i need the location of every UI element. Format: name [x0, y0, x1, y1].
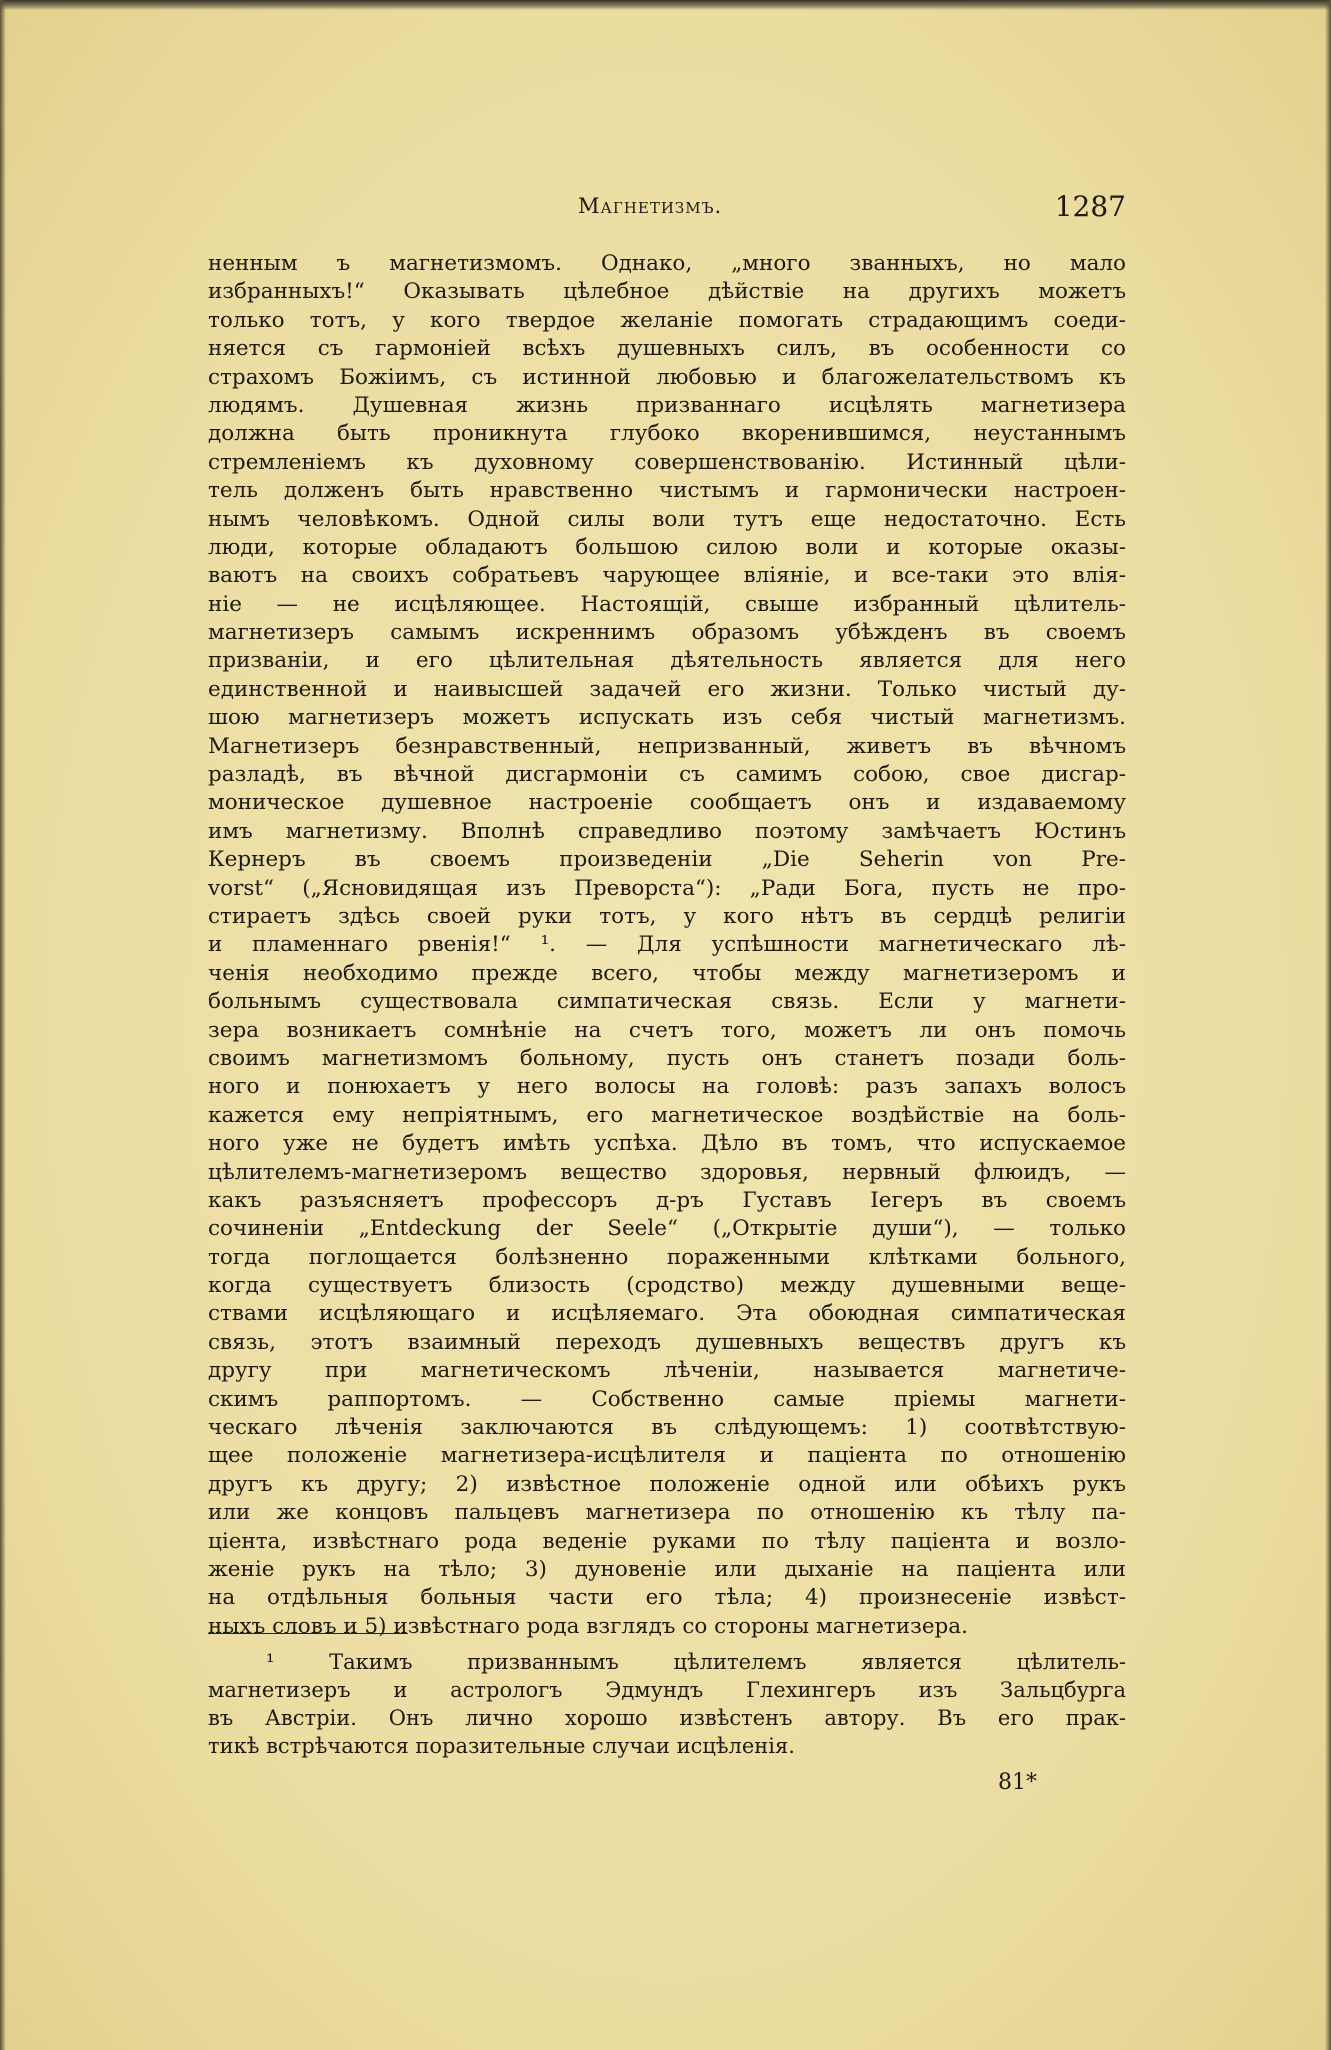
text-line: больнымъ существовала симпатическая связь. Если у магнети- [208, 989, 1126, 1015]
footnote-line: тикѣ встрѣчаются поразительные случаи исцѣленія. [208, 1734, 795, 1758]
running-head-title: Магнетизмъ. [578, 194, 723, 218]
footnote-line: ¹ Такимъ призваннымъ цѣлителемъ является цѣлитель- [266, 1650, 1126, 1674]
running-head [208, 190, 1126, 230]
text-line: ствами исцѣляющаго и исцѣляемаго. Эта обоюдная симпатическая [208, 1301, 1126, 1327]
text-line: женіе рукъ на тѣло; 3) дуновеніе или дыханіе на паціента или [208, 1556, 1126, 1582]
text-line: ного уже не будетъ имѣть успѣха. Дѣло въ томъ, что испускаемое [208, 1131, 1126, 1157]
text-line: моническое душевное настроеніе сообщаетъ онъ и издаваемому [208, 790, 1126, 816]
text-line: кажется ему непріятнымъ, его магнетическое воздѣйствіе на боль- [208, 1102, 1126, 1128]
text-line: нымъ человѣкомъ. Одной силы воли тутъ еще недостаточно. Есть [208, 506, 1126, 532]
text-line: шою магнетизеръ можетъ испускать изъ себя чистый магнетизмъ. [208, 705, 1126, 731]
text-line: ныхъ словъ и 5) извѣстнаго рода взглядъ со стороны магнетизера. [208, 1613, 968, 1639]
text-line: няется съ гармоніей всѣхъ душевныхъ силъ, въ особенности со [208, 336, 1126, 362]
text-line: другъ къ другу; 2) извѣстное положеніе одной или обѣихъ рукъ [208, 1471, 1126, 1497]
text-line: зера возникаетъ сомнѣніе на счетъ того, можетъ ли онъ помочь [208, 1017, 1126, 1043]
scan-edge-top [0, 0, 1331, 10]
scan-edge-left [0, 0, 6, 2050]
footnote-rule [208, 1633, 408, 1634]
text-line: призваніи, и его цѣлительная дѣятельность является для него [208, 648, 1126, 674]
text-line: имъ магнетизму. Вполнѣ справедливо поэтому замѣчаетъ Юстинъ [208, 818, 1126, 844]
text-line: люди, которые обладаютъ большою силою воли и которые оказы- [208, 534, 1126, 560]
text-line: щее положеніе магнетизера-исцѣлителя и паціента по отношенію [208, 1443, 1126, 1469]
text-line: ченія необходимо прежде всего, чтобы между магнетизеромъ и [208, 960, 1126, 986]
text-line: тогда поглощается болѣзненно пораженными клѣтками больного, [208, 1244, 1126, 1270]
text-line: своимъ магнетизмомъ больному, пусть онъ станетъ позади боль- [208, 1045, 1126, 1071]
text-line: ненным ъ магнетизмомъ. Однако, „много званныхъ, но мало [208, 251, 1126, 276]
text-line: ваютъ на своихъ собратьевъ чарующее вліяніе, и все-таки это влія- [208, 563, 1126, 589]
text-line: ніе — не исцѣляющее. Настоящій, свыше избранный цѣлитель- [208, 591, 1126, 617]
text-line: разладѣ, въ вѣчной дисгармоніи съ самимъ собою, свое дисгар- [208, 762, 1126, 788]
text-line: vorst“ („Ясновидящая изъ Преворста“): „Ради Бога, пусть не про- [208, 875, 1126, 901]
text-line: магнетизеръ самымъ искреннимъ образомъ убѣжденъ въ своемъ [208, 620, 1126, 646]
text-line: на отдѣльныя больныя части его тѣла; 4) произнесеніе извѣст- [208, 1585, 1126, 1611]
text-line: стираетъ здѣсь своей руки тотъ, у кого нѣтъ въ сердцѣ религіи [208, 903, 1126, 929]
text-line: связь, этотъ взаимный переходъ душевныхъ веществъ другъ къ [208, 1329, 1126, 1355]
text-line: когда существуетъ близость (сродство) между душевными веще- [208, 1273, 1126, 1299]
text-line: сочиненіи „Entdeckung der Seele“ („Открытіе души“), — только [208, 1216, 1126, 1242]
text-line: избранныхъ!“ Оказывать цѣлебное дѣйствіе на другихъ можетъ [208, 279, 1126, 305]
text-line: какъ разъясняетъ профессоръ д-ръ Густавъ Іегеръ въ своемъ [208, 1187, 1126, 1213]
text-line: ціента, извѣстнаго рода веденіе руками по тѣлу паціента и возло- [208, 1528, 1126, 1554]
text-line: стремленіемъ къ духовному совершенствованію. Истинный цѣли- [208, 449, 1126, 475]
signature-mark: 81* [998, 1770, 1037, 1795]
footnotes [208, 1648, 1126, 1760]
text-line: и пламеннаго рвенія!“ ¹. — Для успѣшности магнетическаго лѣ- [208, 932, 1126, 958]
footnote-line: въ Австріи. Онъ лично хорошо извѣстенъ автору. Въ его прак- [208, 1706, 1126, 1730]
text-line: людямъ. Душевная жизнь призваннаго исцѣлять магнетизера [208, 392, 1126, 418]
page-number: 1287 [1054, 190, 1126, 223]
text-line: другу при магнетическомъ лѣченіи, называется магнетиче- [208, 1358, 1126, 1384]
text-line: тель долженъ быть нравственно чистымъ и гармонически настроен- [208, 478, 1126, 504]
text-line: ческаго лѣченія заключаются въ слѣдующемъ: 1) соотвѣтствую- [208, 1415, 1126, 1441]
text-line: должна быть проникнута глубоко вкоренившимся, неустаннымъ [208, 421, 1126, 447]
footnote-line: магнетизеръ и астрологъ Эдмундъ Глехингеръ изъ Зальцбурга [208, 1678, 1126, 1702]
text-line: цѣлителемъ-магнетизеромъ вещество здоровья, нервный флюидъ, — [208, 1159, 1126, 1185]
text-line: страхомъ Божіимъ, съ истинной любовью и благожелательствомъ къ [208, 364, 1126, 390]
text-line: или же концовъ пальцевъ магнетизера по отношенію къ тѣлу па- [208, 1500, 1126, 1526]
text-line: единственной и наивысшей задачей его жизни. Только чистый ду- [208, 676, 1126, 702]
text-line: скимъ раппортомъ. — Собственно самые пріемы магнети- [208, 1386, 1126, 1412]
text-line: Магнетизеръ безнравственный, непризванный, живетъ въ вѣчномъ [208, 733, 1126, 759]
text-line: Кернеръ въ своемъ произведеніи „Die Seherin von Pre- [208, 847, 1126, 873]
scan-edge-right [1325, 0, 1331, 2050]
text-line: только тотъ, у кого твердое желаніе помогать страдающимъ соеди- [208, 307, 1126, 333]
text-line: ного и понюхаетъ у него волосы на головѣ: разъ запахъ волосъ [208, 1074, 1126, 1100]
body-text [208, 250, 1126, 1641]
